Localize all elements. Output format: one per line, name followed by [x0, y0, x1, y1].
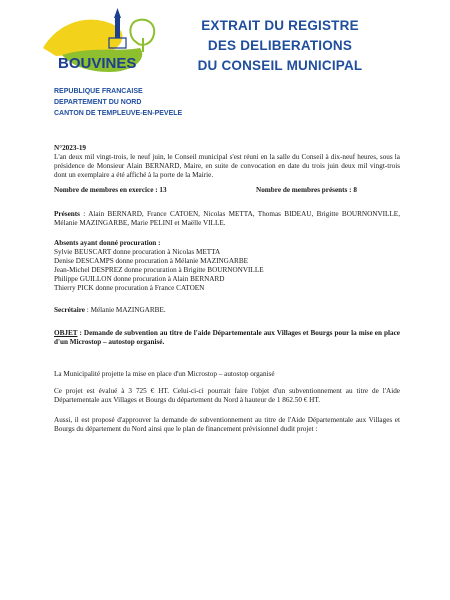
admin-line-canton: CANTON DE TEMPLEUVE-EN-PEVELE — [54, 110, 183, 117]
admin-line-department: DEPARTEMENT DU NORD — [54, 99, 142, 106]
deliberation-number: N°2023-19 — [54, 144, 87, 152]
absent-line: Jean-Michel DESPREZ donne procuration à Brigitte BOURNONVILLE — [54, 266, 264, 274]
members-present: Nombre de membres présents : 8 — [256, 186, 357, 194]
intro-paragraph: L'an deux mil vingt-trois, le neuf juin, le Conseil municipal s'est réuni en la salle du Conseil à dix-neuf heures, sous la présidence de Monsieur Alain BERNARD, Maire, en suite de convocation en date du trois juin deux mil vingt-trois dont un exemplaire a été affiché à la porte de la Mairie. — [54, 153, 400, 179]
absent-line: Thierry PICK donne procuration à France CATOEN — [54, 284, 205, 292]
absent-line: Sylvie BEUSCART donne procuration à Nicolas METTA — [54, 248, 221, 256]
title-line-3: DU CONSEIL MUNICIPAL — [197, 58, 363, 73]
absent-line: Philippe GUILLON donne procuration à Alain BERNARD — [54, 275, 225, 283]
logo-tagline: HISTOIRE ET NATURE — [100, 74, 159, 80]
object-label: OBJET — [54, 329, 78, 337]
paragraph-evaluation: Ce projet est évalué à 3 725 € HT. Celui-ci-ci pourrait faire l'objet d'un subventionnement au titre de l'Aide Départementale aux Villages et Bourgs du département du Nord à hauteur de 1 862.50 € HT. — [54, 387, 400, 404]
secretary-line — [54, 306, 166, 315]
secretary-text: : Mélanie MAZINGARBE. — [85, 306, 166, 314]
present-paragraph — [54, 210, 400, 228]
present-label: Présents — [54, 210, 80, 218]
present-text: : Alain BERNARD, France CATOEN, Nicolas METTA, Thomas BIDEAU, Brigitte BOURNONVILLE, Mélanie MAZINGARBE, Marie PELINI et Maëlle VILLE. — [54, 210, 400, 227]
absent-line: Denise DESCAMPS donne procuration à Mélanie MAZINGARBE — [54, 257, 249, 265]
object-text: : Demande de subvention au titre de l'aide Départementale aux Villages et Bourgs pour la mise en place d'un Microstop – autostop organisé. — [54, 329, 400, 346]
logo-text: BOUVINES — [58, 55, 137, 72]
object-paragraph — [54, 329, 400, 347]
secretary-label: Secrétaire — [54, 306, 85, 314]
paragraph-proposal: Aussi, il est proposé d'approuver la demande de subventionnement au titre de l'Aide Départementale aux Villages et Bourgs du département du Nord ainsi que le plan de financement prévisionnel dudit projet : — [54, 416, 400, 433]
admin-header — [54, 86, 182, 119]
title-line-1: EXTRAIT DU REGISTRE — [201, 18, 359, 33]
members-in-office: Nombre de membres en exercice : 13 — [54, 186, 167, 194]
title-line-2: DES DELIBERATIONS — [207, 38, 353, 53]
admin-line-republic: REPUBLIQUE FRANCAISE — [54, 88, 143, 95]
document-title — [180, 16, 380, 76]
paragraph-project: La Municipalité projette la mise en place d'un Microstop – autostop organisé — [54, 370, 275, 378]
absent-title: Absents ayant donné procuration : — [54, 239, 161, 247]
absent-list — [54, 248, 264, 293]
bouvines-logo — [38, 8, 168, 86]
